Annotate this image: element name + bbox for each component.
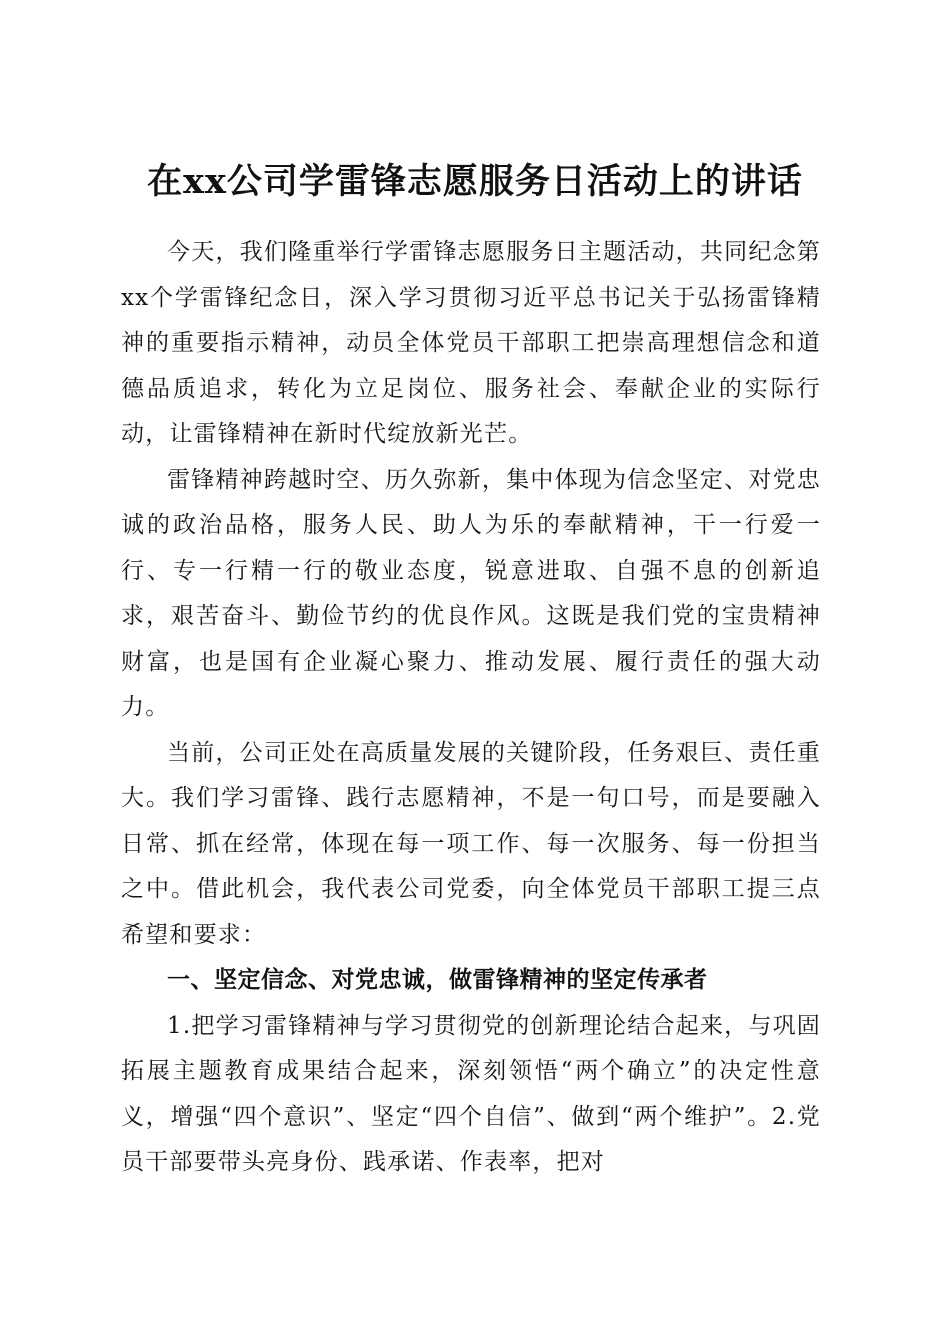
paragraph-section-1: 1.把学习雷锋精神与学习贯彻党的创新理论结合起来，与巩固拓展主题教育成果结合起来，深刻领悟“两个确立”的决定性意义，增强“四个意识”、坚定“四个自信”、做到“两个维护”。2.党员干部要带头亮身份、践承诺、作表率，把对: [121, 1012, 821, 1175]
paragraph-current-situation: 当前，公司正处在高质量发展的关键阶段，任务艰巨、责任重大。我们学习雷锋、践行志愿精神，不是一句口号，而是要融入日常、抓在经常，体现在每一项工作、每一次服务、每一份担当之中。借此机会，我代表公司党委，向全体党员干部职工提三点希望和要求：: [121, 739, 821, 948]
section-heading-1: 一、坚定信念、对党忠诚，做雷锋精神的坚定传承者: [167, 967, 708, 993]
document-body: [121, 230, 821, 1186]
document-title: 在xx公司学雷锋志愿服务日活动上的讲话: [147, 161, 803, 203]
paragraph-lei-feng-spirit: 雷锋精神跨越时空、历久弥新，集中体现为信念坚定、对党忠诚的政治品格，服务人民、助人为乐的奉献精神，干一行爱一行、专一行精一行的敬业态度，锐意进取、自强不息的创新追求，艰苦奋斗、勤俭节约的优良作风。这既是我们党的宝贵精神财富，也是国有企业凝心聚力、推动发展、履行责任的强大动力。: [121, 466, 821, 720]
paragraph-opening: 今天，我们隆重举行学雷锋志愿服务日主题活动，共同纪念第xx个学雷锋纪念日，深入学习贯彻习近平总书记关于弘扬雷锋精神的重要指示精神，动员全体党员干部职工把崇高理想信念和道德品质追求，转化为立足岗位、服务社会、奉献企业的实际行动，让雷锋精神在新时代绽放新光芒。: [121, 239, 821, 447]
